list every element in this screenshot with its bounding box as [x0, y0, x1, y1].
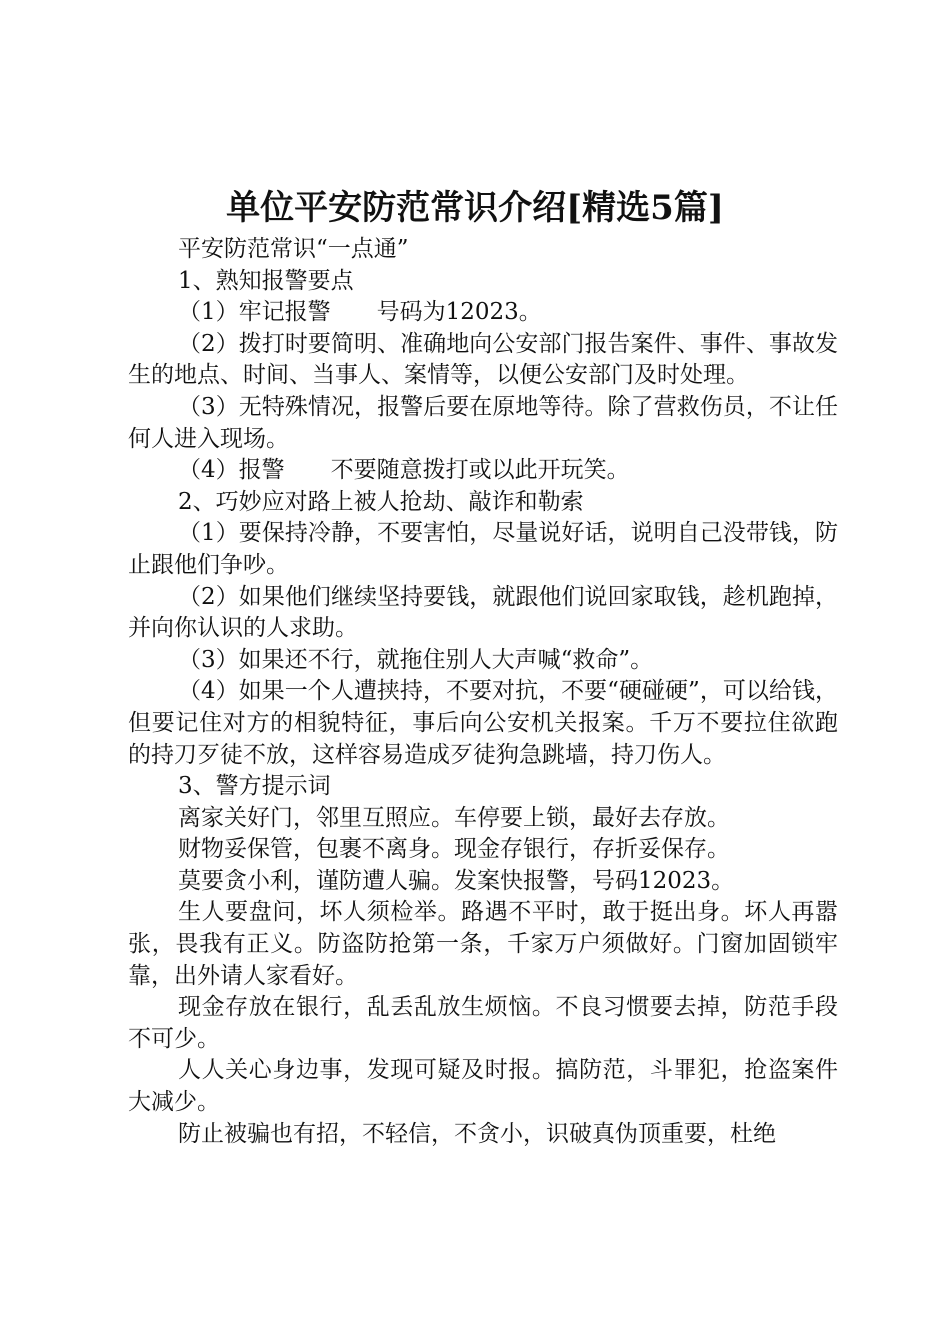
- paragraph-3-2: 财物妥保管，包裹不离身。现金存银行，存折妥保存。: [178, 836, 730, 863]
- paragraph-3-5: 现金存放在银行，乱丢乱放生烦恼。不良习惯要去掉，防范手段不可少。: [128, 994, 838, 1052]
- document-body: [128, 234, 838, 1150]
- paragraph-2-4: （4）如果一个人遭挟持，不要对抗，不要“硬碰硬”，可以给钱，但要记住对方的相貌特征，事后向公安机关报案。千万不要拉住欲跑的持刀歹徒不放，这样容易造成歹徒狗急跳墙，持刀伤人。: [128, 678, 838, 768]
- section-heading-1: 1、熟知报警要点: [178, 267, 354, 294]
- paragraph-intro-heading: 平安防范常识“一点通”: [178, 236, 409, 262]
- paragraph-2-3: （3）如果还不行，就拖住别人大声喊“救命”。: [178, 646, 654, 673]
- document-title: 单位平安防范常识介绍[精选5篇]: [226, 188, 724, 228]
- section-heading-2: 2、巧妙应对路上被人抢劫、敲诈和勒索: [178, 488, 584, 515]
- paragraph-1-4: （4）报警 不要随意拨打或以此开玩笑。: [178, 457, 630, 484]
- paragraph-3-4: 生人要盘问，坏人须检举。路遇不平时，敢于挺出身。坏人再嚣张，畏我有正义。防盗防抢第一条，千家万户须做好。门窗加固锁牢靠，出外请人家看好。: [128, 899, 838, 989]
- paragraph-1-3: （3）无特殊情况，报警后要在原地等待。除了营救伤员，不让任何人进入现场。: [128, 393, 838, 452]
- paragraph-1-1: （1）牢记报警 号码为12023。: [178, 299, 542, 326]
- paragraph-3-1: 离家关好门，邻里互照应。车停要上锁，最好去存放。: [178, 804, 730, 831]
- section-heading-3: 3、警方提示词: [178, 773, 331, 800]
- paragraph-2-1: （1）要保持冷静，不要害怕，尽量说好话，说明自己没带钱，防止跟他们争吵。: [128, 520, 838, 578]
- paragraph-1-2: （2）拨打时要简明、准确地向公安部门报告案件、事件、事故发生的地点、时间、当事人、案情等，以便公安部门及时处理。: [128, 330, 838, 389]
- paragraph-2-2: （2）如果他们继续坚持要钱，就跟他们说回家取钱，趁机跑掉，并向你认识的人求助。: [128, 583, 838, 642]
- paragraph-3-7: 防止被骗也有招，不轻信，不贪小，识破真伪顶重要，杜绝: [178, 1120, 776, 1147]
- paragraph-3-6: 人人关心身边事，发现可疑及时报。搞防范，斗罪犯，抢盗案件大减少。: [128, 1057, 838, 1116]
- paragraph-3-3: 莫要贪小利，谨防遭人骗。发案快报警，号码12023。: [178, 867, 735, 894]
